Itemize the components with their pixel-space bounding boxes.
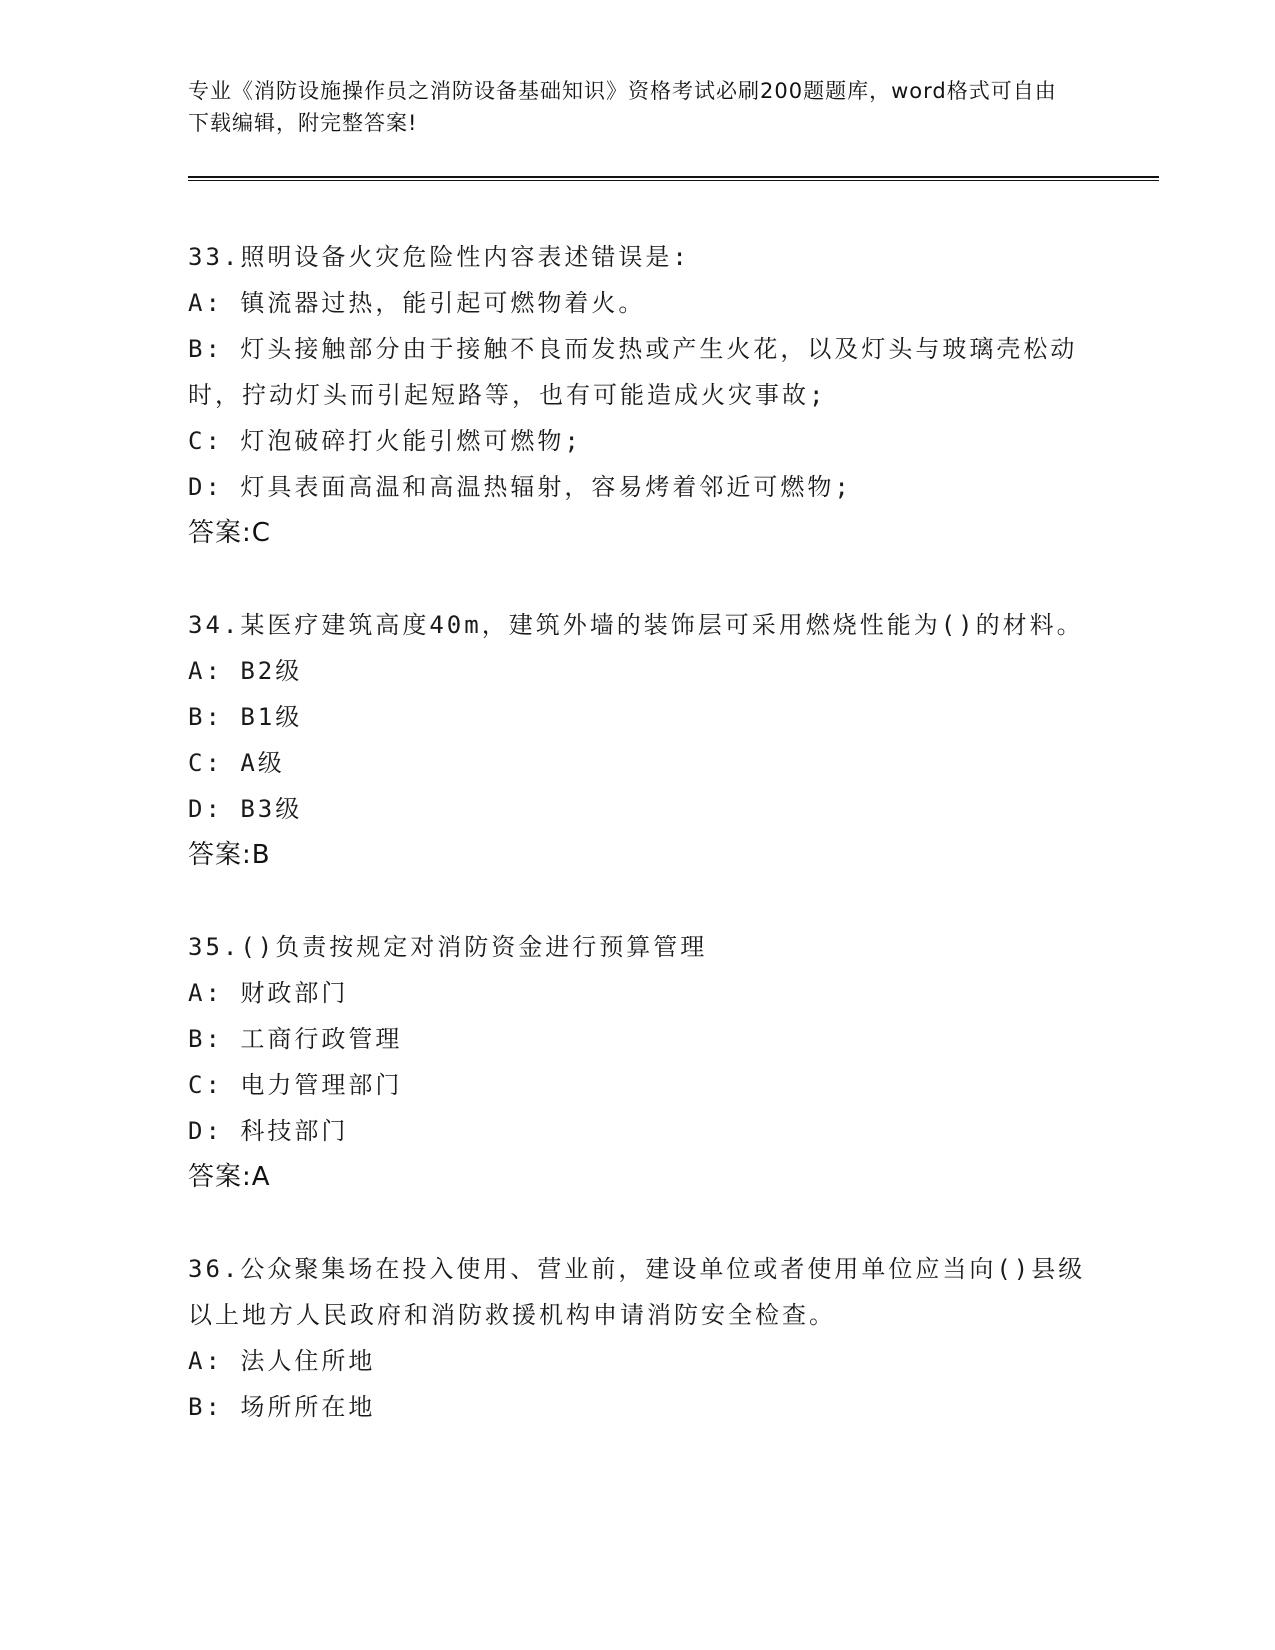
option-c: C: 电力管理部门 (188, 1071, 403, 1099)
answer-label: 答案: (188, 518, 252, 548)
option-a: A: B2级 (188, 657, 303, 685)
option-d: D: 科技部门 (188, 1117, 349, 1145)
question-35 (188, 924, 1088, 1200)
option-a: A: 镇流器过热，能引起可燃物着火。 (188, 289, 646, 317)
option-d: D: 灯具表面高温和高温热辐射，容易烤着邻近可燃物; (188, 473, 852, 501)
question-stem: 33.照明设备火灾危险性内容表述错误是: (188, 243, 690, 271)
document-header: 专业《消防设施操作员之消防设备基础知识》资格考试必刷200题题库，word格式可自由下载编辑，附完整答案! (188, 79, 1057, 135)
option-b: B: 灯头接触部分由于接触不良而发热或产生火花，以及灯头与玻璃壳松动时，拧动灯头而引起短路等，也有可能造成火灾事故; (188, 335, 1078, 409)
question-stem: 35.()负责按规定对消防资金进行预算管理 (188, 933, 708, 961)
answer-label: 答案: (188, 1162, 252, 1192)
option-a: A: 财政部门 (188, 979, 349, 1007)
header-divider (188, 176, 1159, 181)
answer (188, 1154, 1088, 1200)
option-c: C: 灯泡破碎打火能引燃可燃物; (188, 427, 582, 455)
option-b: B: 场所所在地 (188, 1393, 376, 1421)
option-b: B: 工商行政管理 (188, 1025, 403, 1053)
option-a: A: 法人住所地 (188, 1347, 376, 1375)
question-stem: 36.公众聚集场在投入使用、营业前，建设单位或者使用单位应当向()县级以上地方人民政府和消防救援机构申请消防安全检查。 (188, 1255, 1086, 1329)
question-36 (188, 1246, 1088, 1430)
answer-value: A (251, 1162, 271, 1192)
answer (188, 832, 1088, 878)
answer-value: C (251, 518, 271, 548)
option-d: D: B3级 (188, 795, 303, 823)
question-33 (188, 234, 1088, 556)
option-c: C: A级 (188, 749, 285, 777)
option-b: B: B1级 (188, 703, 303, 731)
question-list (188, 234, 1088, 1476)
answer (188, 510, 1088, 556)
question-stem: 34.某医疗建筑高度40m，建筑外墙的装饰层可采用燃烧性能为()的材料。 (188, 611, 1084, 639)
question-34 (188, 602, 1088, 878)
answer-label: 答案: (188, 840, 252, 870)
answer-value: B (251, 840, 271, 870)
